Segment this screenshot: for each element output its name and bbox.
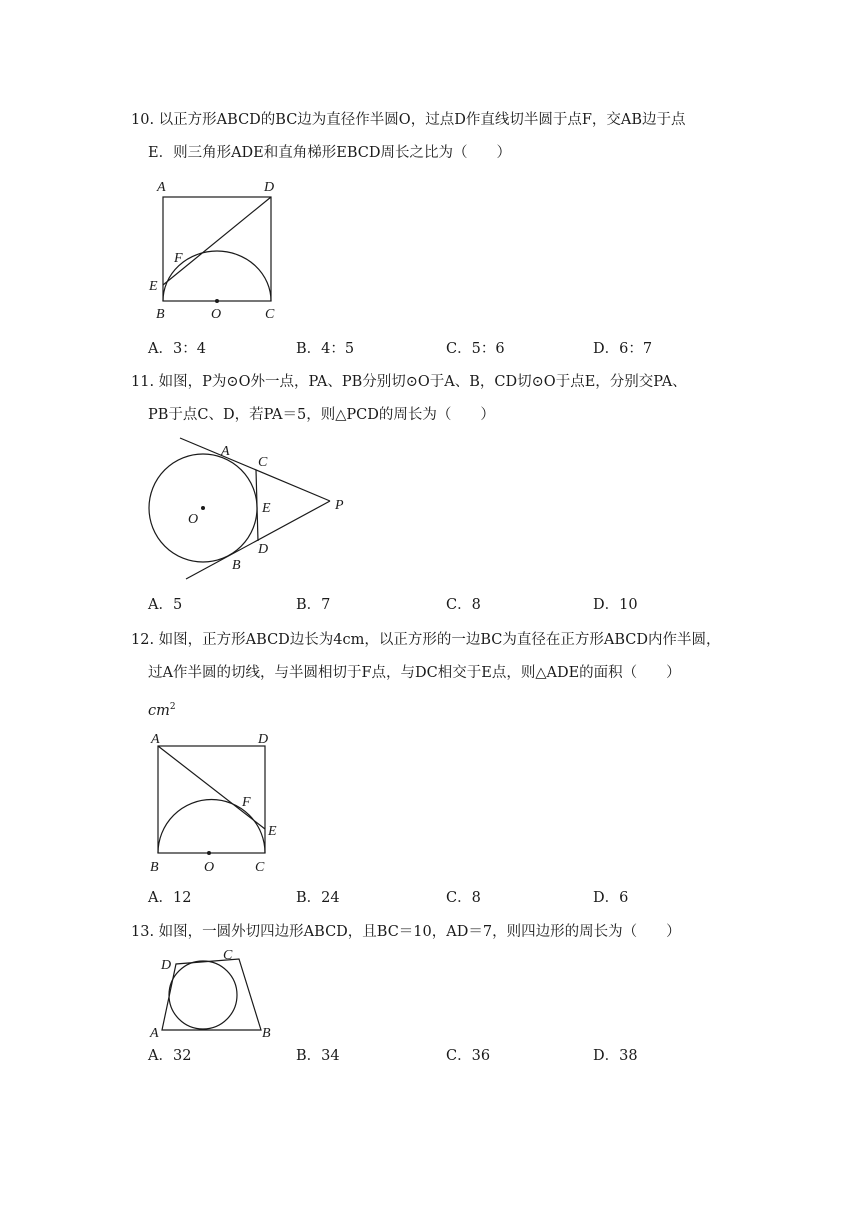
q12-label-a: A [151,732,160,747]
q12-option-b[interactable]: B．24 [296,890,340,906]
q11-label-p: P [335,498,344,513]
q11-label-e: E [262,501,271,516]
q13-label-b: B [262,1026,271,1041]
q10-option-c[interactable]: C．5：6 [446,341,505,357]
q10-label-f: F [174,251,183,266]
q11-label-a: A [221,444,230,459]
q13-inscribed-circle [169,961,237,1029]
q10-label-a: A [157,180,166,195]
q13-text-line1: 如图，一圆外切四边形ABCD，且BC＝10，AD＝7，则四边形的周长为（ ） [158,924,681,940]
q10-label-e: E [149,279,158,294]
q13-option-a[interactable]: A．32 [148,1048,192,1064]
q10-label-c: C [265,307,275,322]
q11-label-c: C [258,455,268,470]
q12-text-line2: 过A作半圆的切线，与半圆相切于F点，与DC相交于E点，则△ADE的面积（ ） [148,665,681,681]
q10-text-line1: 以正方形ABCD的BC边为直径作半圆O，过点D作直线切半圆于点F，交AB边于点 [158,112,686,128]
q10-label-d: D [264,180,275,195]
q12-label-c: C [255,860,265,875]
q13-option-c[interactable]: C．36 [446,1048,491,1064]
q10-figure [140,175,300,325]
q13-label-c: C [223,948,233,963]
q11-option-b[interactable]: B．7 [296,597,331,613]
q12-number: 12. [131,632,155,648]
q12-unit-base: cm [148,702,170,719]
q10-option-d[interactable]: D．6：7 [593,341,653,357]
q12-option-c[interactable]: C．8 [446,890,481,906]
q12-label-d: D [258,732,269,747]
q12-option-a[interactable]: A．12 [148,890,192,906]
q10-number: 10. [131,112,155,128]
q11-text-line2: PB于点C、D，若PA＝5，则△PCD的周长为（ ） [148,407,495,423]
q12-figure [140,728,300,878]
q11-label-b: B [232,558,241,573]
q12-center-point [207,851,211,855]
q11-figure [140,435,360,585]
q11-label-o: O [188,512,199,527]
q10-label-b: B [156,307,165,322]
q10-square [163,197,271,301]
q10-option-a[interactable]: A．3：4 [148,341,206,357]
q10-tangent-line [163,197,271,285]
q11-option-d[interactable]: D．10 [593,597,638,613]
q10-line1 [131,110,686,130]
q12-label-f: F [242,795,251,810]
q12-label-b: B [150,860,159,875]
q13-option-d[interactable]: D．38 [593,1048,638,1064]
q12-tangent-line [158,746,265,829]
q13-quadrilateral [162,959,261,1030]
q11-tangent-cd [256,470,258,541]
q13-figure [140,945,290,1045]
q10-label-o: O [211,307,222,322]
q12-line1 [131,630,721,650]
q10-text-line2: E．则三角形ADE和直角梯形EBCD周长之比为（ ） [148,145,511,161]
q12-label-e: E [268,824,277,839]
q11-option-a[interactable]: A．5 [148,597,183,613]
q10-center-point [215,299,219,303]
q10-option-b[interactable]: B．4：5 [296,341,355,357]
q11-option-c[interactable]: C．8 [446,597,481,613]
q11-line1 [131,372,687,392]
q12-option-d[interactable]: D．6 [593,890,629,906]
q12-unit-exponent: 2 [169,702,176,712]
q13-option-b[interactable]: B．34 [296,1048,340,1064]
q12-label-o: O [204,860,215,875]
q13-label-a: A [150,1026,159,1041]
q12-text-line1: 如图，正方形ABCD边长为4cm，以正方形的一边BC为直径在正方形ABCD内作半圆， [158,632,721,648]
q13-line1 [131,922,681,942]
q11-label-d: D [258,542,269,557]
q13-label-d: D [161,958,172,973]
q13-number: 13. [131,924,155,940]
q12-unit [148,697,176,721]
q11-text-line1: 如图，P为⊙O外一点，PA、PB分别切⊙O于A、B，CD切⊙O于点E，分别交PA、 [158,374,687,390]
q11-number: 11. [131,374,155,390]
q11-center-point [201,506,205,510]
